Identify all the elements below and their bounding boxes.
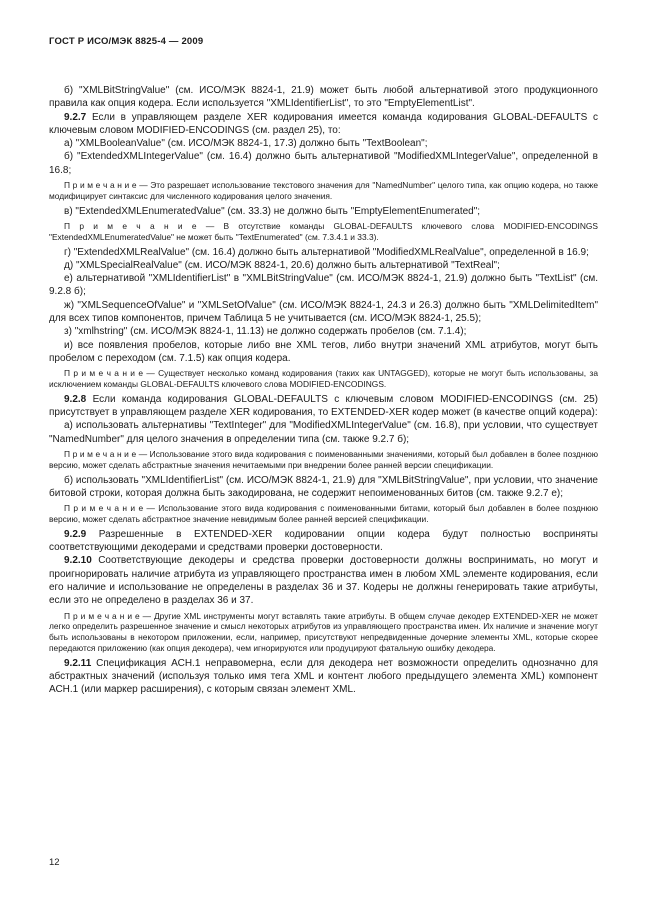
paragraph-text: — Существует несколько команд кодирования (таких как UNTAGGED), которые не могут быть использованы, за исключением команды GLOBAL-DEFAULTS ключевого слова MODIFIED-ENCODINGS. (49, 368, 598, 390)
clause-number: 9.2.9 (64, 528, 99, 540)
paragraph (49, 272, 598, 299)
paragraph-text: Разрешенные в EXTENDED-XER кодировании опции кодера будут полностью восприняты соответствующими декодерами и средствами проверки достоверности. (49, 528, 598, 554)
paragraph-text: Если в управляющем разделе XER кодирования имеется команда кодирования GLOBAL-DEFAULTS с ключевым словом MODIFIED-ENCODINGS (см. раздел 25), то: (49, 111, 598, 136)
note-label: П р и м е ч а н и е (64, 368, 147, 379)
page-number: 12 (49, 857, 60, 868)
paragraph (49, 611, 598, 654)
clause-number: 9.2.10 (64, 555, 99, 567)
paragraph (49, 554, 598, 607)
paragraph (49, 368, 598, 390)
paragraph (49, 474, 598, 501)
paragraph (49, 449, 598, 471)
paragraph-text: ж) "XMLSequenceOfValue" и "XMLSetOfValue" (см. ИСО/МЭК 8824-1, 24.3 и 26.3) должно быть "XMLDelimitedItem" для всех типов компонентов, причем Таблица 5 не учитывается (см. ИСО/МЭК 8824-1, 25.5); (49, 299, 598, 325)
paragraph (49, 221, 598, 243)
paragraph-text: Соответствующие декодеры и средства проверки достоверности должны воспринимать, но могут и проигнорировать наличие атрибута из управляющего пространства имен в любом XML элементе кодирования, если его наличие и использование не определены в разделах 36 и 37. Кодеры не должны генерировать такие атрибуты, если это не определено в разделах 36 и 37. (49, 555, 598, 607)
paragraph-text: в) "ExtendedXMLEnumeratedValue" (см. 33.3) не должно быть "EmptyElementEnumerated"; (64, 205, 481, 217)
paragraph-text: б) "ExtendedXMLIntegerValue" (см. 16.4) должно быть альтернативой "ModifiedXMLIntegerValue", определенной в 16.8; (49, 151, 598, 176)
paragraph-text: д) "XMLSpecialRealValue" (см. ИСО/МЭК 8824-1, 20.6) должно быть альтернативой "TextReal"; (64, 259, 500, 271)
clause-number: 9.2.11 (64, 657, 97, 669)
paragraph-text: — Другие XML инструменты могут вставлять такие атрибуты. В общем случае декодер EXTENDED-XER не может легко определить разрешенное значение и смысл некоторых атрибутов из управляющего пространства имен. Их наличие и значение могут быть использованы в некотором приложении, если, например, присутствуют непредвиденные дочерние элементы XML, которые скорее передаются приложению (как опция декодера), чем игнорируются или продуцируют фатальную ошибку декодера. (49, 610, 598, 653)
paragraph-text: и) все появления пробелов, которые либо вне XML тегов, либо внутри значений XML атрибутов, могут быть пробелом с переходом (см. 7.1.5) как опция кодера. (49, 339, 598, 364)
note-label: П р и м е ч а н и е (64, 610, 143, 621)
page-header: ГОСТ Р ИСО/МЭК 8825-4 — 2009 (49, 36, 204, 47)
paragraph-text: Если команда кодирования GLOBAL-DEFAULTS с ключевым словом MODIFIED-ENCODINGS (см. 25) присутствует в управляющем разделе XER кодирования, то EXTENDED-XER кодер может (в качестве опций кодера): (49, 393, 598, 419)
clause-number: 9.2.7 (64, 111, 92, 123)
note-label: П р и м е ч а н и е (64, 220, 206, 231)
paragraph (49, 657, 598, 697)
paragraph-text: а) "XMLBooleanValue" (см. ИСО/МЭК 8824-1, 17.3) должно быть "TextBoolean"; (64, 138, 428, 150)
paragraph (49, 137, 598, 150)
paragraph-text: б) "XMLBitStringValue" (см. ИСО/МЭК 8824-1, 21.9) может быть любой альтернативой этого продукционного правила как опция кодера. Если используется "XMLIdentifierList", то это "EmptyElementList". (49, 85, 598, 110)
note-label: П р и м е ч а н и е (64, 449, 139, 460)
paragraph (49, 528, 598, 555)
paragraph (49, 503, 598, 525)
clause-number: 9.2.8 (64, 393, 93, 405)
paragraph (49, 259, 598, 272)
paragraph-text: з) "xmlhstring" (см. ИСО/МЭК 8824-1, 11.13) не должно содержать пробелов (см. 7.1.4); (64, 326, 467, 338)
paragraph (49, 325, 598, 338)
paragraph (49, 111, 598, 138)
paragraph (49, 246, 598, 259)
paragraph-text: б) использовать "XMLIdentifierList" (см. ИСО/МЭК 8824-1, 21.9) для "XMLBitStringValue", при условии, что значение битовой строки, которая должна быть закодирована, не содержит непоименованных битов (см. также 9.2.7 е); (49, 474, 598, 499)
note-label: П р и м е ч а н и е (64, 503, 147, 514)
paragraph (49, 205, 598, 218)
paragraph (49, 393, 598, 420)
paragraph-text: — Это разрешает использование текстового значения для "NamedNumber" целого типа, как опцию кодера, но также модифицирует синтаксис для численного кодирования целого значения. (49, 180, 598, 201)
paragraph (49, 150, 598, 177)
paragraph-text: — В отсутствие команды GLOBAL-DEFAULTS ключевого слова MODIFIED-ENCODINGS "ExtendedXMLEnumeratedValue" не может быть "TextEnumerated" (см. 7.3.4.1 и 33.3). (49, 220, 598, 242)
paragraph-text: — Использование этого вида кодирования с поименованными значениями, который был добавлен в более позднюю версию, может сделать абстрактные значения нечитаемыми при внедрении более ранней версии спецификации. (49, 449, 599, 470)
paragraph (49, 419, 598, 446)
document-body (49, 84, 598, 697)
paragraph (49, 299, 598, 326)
note-label: П р и м е ч а н и е (64, 180, 140, 191)
paragraph (49, 180, 598, 202)
paragraph (49, 84, 598, 111)
paragraph-text: Спецификация АСН.1 неправомерна, если для декодера нет возможности определить однозначно для абстрактных значений (используя только имя тега XML и контент любого предыдущего элемента XML) компонент АСН.1 (или маркер расширения), с которым связан элемент XML. (49, 657, 599, 696)
paragraph (49, 339, 598, 366)
paragraph-text: — Использование этого вида кодирования с поименованными битами, который был добавлен в более позднюю версию, может сделать абстрактное значение невидимым более ранней версией спецификации. (49, 503, 598, 524)
paragraph-text: а) использовать альтернативы "TextInteger" для "ModifiedXMLIntegerValue" (см. 16.8), при условии, что существует "NamedNumber" для целого значения в определении типа (см. также 9.2.7 б); (49, 420, 598, 445)
paragraph-text: е) альтернативой "XMLIdentifierList" в "XMLBitStringValue" (см. ИСО/МЭК 8824-1, 21.9) должно быть "TextList" (см. 9.2.8 б); (49, 273, 598, 298)
paragraph-text: г) "ExtendedXMLRealValue" (см. 16.4) должно быть альтернативой "ModifiedXMLRealValue", определенной в 16.9; (64, 246, 589, 258)
